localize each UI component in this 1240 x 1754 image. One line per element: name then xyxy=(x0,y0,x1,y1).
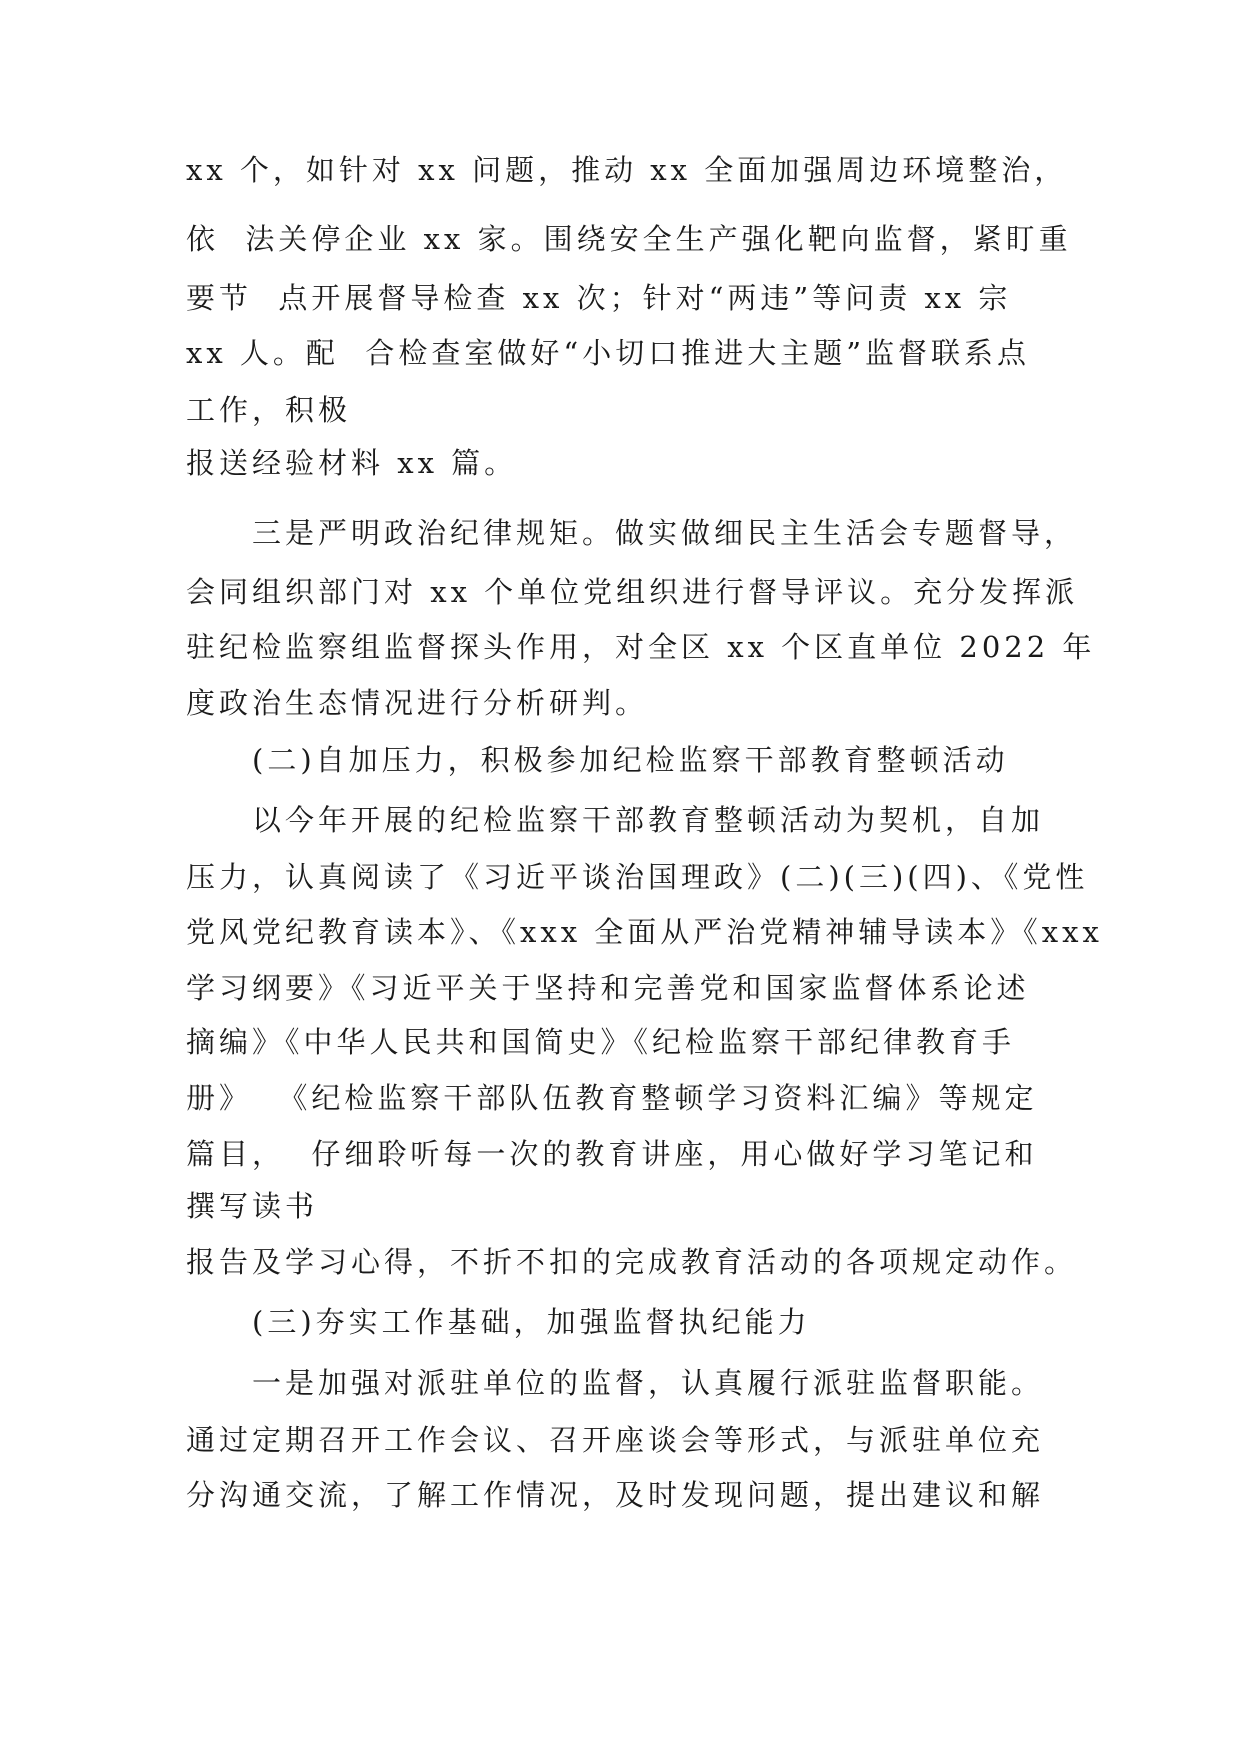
paragraph-first-line: 以今年开展的纪检监察干部教育整顿活动为契机，自加 xyxy=(252,803,1045,837)
text-line: 要节 点开展督导检查 xx 次；针对“两违”等问责 xx 宗 xyxy=(186,281,1012,315)
paragraph-first-line: 一是加强对派驻单位的监督，认真履行派驻监督职能。 xyxy=(252,1366,1045,1400)
text-line: 报告及学习心得，不折不扣的完成教育活动的各项规定动作。 xyxy=(186,1245,1078,1279)
text-line: 摘编》《中华人民共和国简史》《纪检监察干部纪律教育手 xyxy=(186,1025,1016,1059)
text-line: 工作，积极 xyxy=(186,393,352,427)
section-heading: (三)夯实工作基础，加强监督执纪能力 xyxy=(252,1305,811,1339)
text-line: 报送经验材料 xx 篇。 xyxy=(186,446,518,480)
text-line: 党风党纪教育读本》、《xxx 全面从严治党精神辅导读本》《xxx xyxy=(186,915,1103,949)
text-line: 通过定期召开工作会议、召开座谈会等形式，与派驻单位充 xyxy=(186,1423,1045,1457)
text-line: 压力，认真阅读了《习近平谈治国理政》(二)(三)(四)、《党性 xyxy=(186,860,1089,894)
text-line: 学习纲要》《习近平关于坚持和完善党和国家监督体系论述 xyxy=(186,971,1030,1005)
text-line: 会同组织部门对 xx 个单位党组织进行督导评议。充分发挥派 xyxy=(186,575,1079,609)
text-line: 驻纪检监察组监督探头作用，对全区 xx 个区直单位 2022 年 xyxy=(186,630,1096,664)
text-line: 依 法关停企业 xx 家。围绕安全生产强化靶向监督，紧盯重 xyxy=(186,222,1072,256)
text-line: 册》 《纪检监察干部队伍教育整顿学习资料汇编》等规定 xyxy=(186,1081,1038,1115)
text-line: 篇目， 仔细聆听每一次的教育讲座，用心做好学习笔记和 xyxy=(186,1137,1038,1171)
text-line: 度政治生态情况进行分析研判。 xyxy=(186,686,649,720)
section-heading: (二)自加压力，积极参加纪检监察干部教育整顿活动 xyxy=(252,743,1009,777)
text-line: 分沟通交流，了解工作情况，及时发现问题，提出建议和解 xyxy=(186,1478,1045,1512)
paragraph-first-line: 三是严明政治纪律规矩。做实做细民主生活会专题督导， xyxy=(252,516,1078,550)
text-line: 撰写读书 xyxy=(186,1189,319,1223)
text-line: xx 个，如针对 xx 问题，推动 xx 全面加强周边环境整治， xyxy=(186,153,1068,187)
text-line: xx 人。配 合检查室做好“小切口推进大主题”监督联系点 xyxy=(186,336,1031,370)
